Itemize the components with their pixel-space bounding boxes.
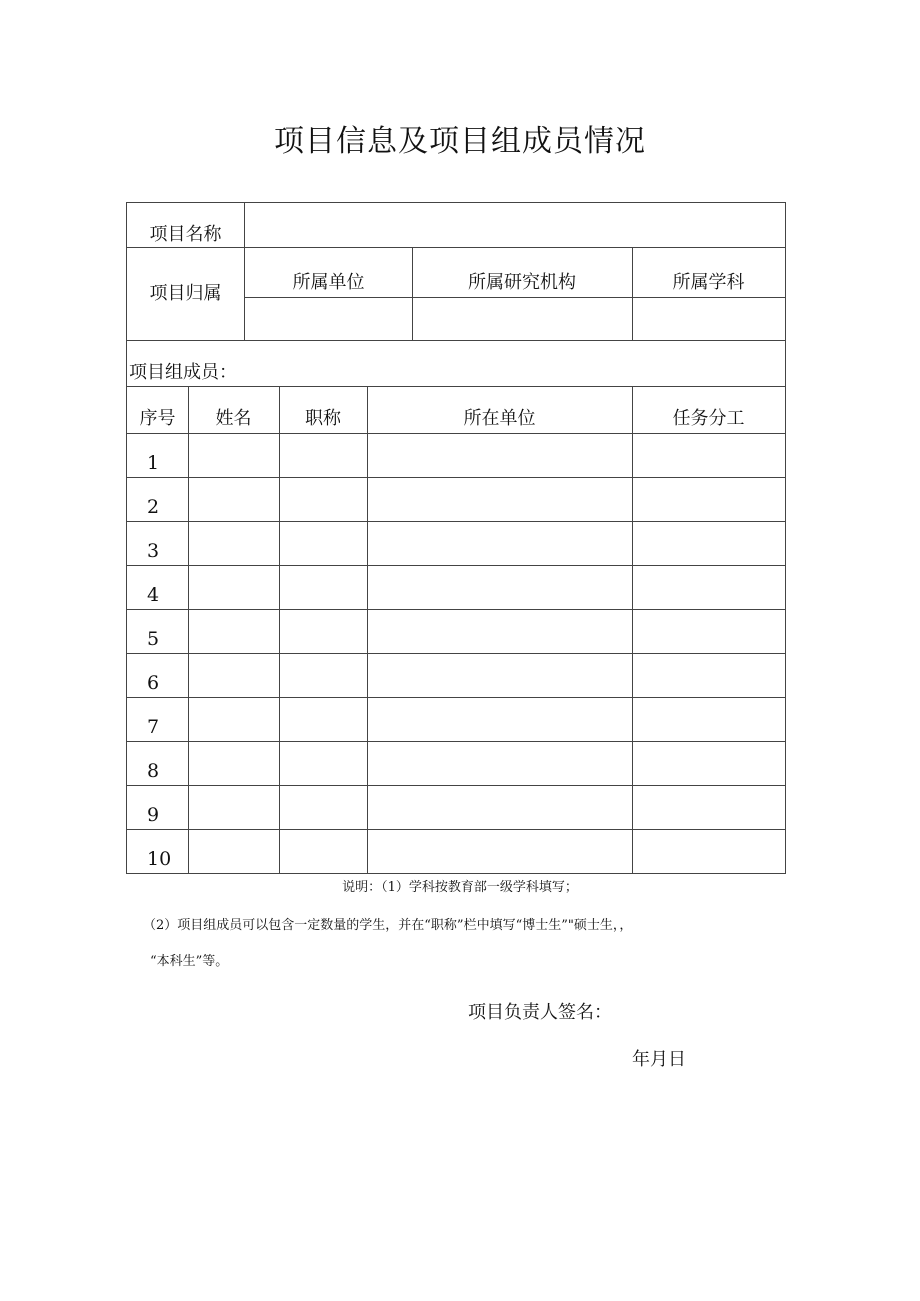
- member-unit-cell: [367, 697, 633, 742]
- member-row-number-cell: [126, 433, 189, 478]
- institute-header-cell: [412, 247, 633, 298]
- member-unit-cell: [367, 653, 633, 698]
- member-name-cell: [188, 521, 280, 566]
- member-row-number: 7: [147, 716, 160, 738]
- member-row-number-cell: [126, 785, 189, 830]
- member-header-seq-cell: [126, 386, 189, 434]
- member-row-number-cell: [126, 697, 189, 742]
- member-row-number: 5: [147, 628, 160, 650]
- discipline-header-cell: [632, 247, 786, 298]
- member-title-cell: [279, 477, 368, 522]
- institute-header: 所属研究机构: [468, 272, 576, 293]
- project-name-label: 项目名称: [149, 224, 222, 245]
- member-name-cell: [188, 609, 280, 654]
- member-unit-cell: [367, 609, 633, 654]
- member-title-cell: [279, 697, 368, 742]
- member-header-name-cell: [188, 386, 280, 434]
- member-task-cell: [632, 565, 786, 610]
- note-line-1: 说明：（1）学科按教育部一级学科填写；: [342, 880, 578, 895]
- affiliation-label: 项目归属: [149, 282, 222, 304]
- member-row-number: 4: [147, 584, 160, 606]
- member-header-name: 姓名: [215, 408, 252, 429]
- member-task-cell: [632, 653, 786, 698]
- member-task-cell: [632, 477, 786, 522]
- member-title-cell: [279, 609, 368, 654]
- member-title-cell: [279, 565, 368, 610]
- member-task-cell: [632, 785, 786, 830]
- member-row-number: 3: [147, 540, 160, 562]
- discipline-header: 所属学科: [672, 272, 745, 293]
- member-unit-cell: [367, 829, 633, 874]
- member-row-number: 2: [147, 496, 160, 518]
- member-row-number: 9: [147, 804, 160, 826]
- unit-header: 所属单位: [292, 272, 365, 293]
- member-row-number-cell: [126, 477, 189, 522]
- member-row-number: 8: [147, 760, 160, 782]
- member-row-number-cell: [126, 609, 189, 654]
- member-row-number-cell: [126, 521, 189, 566]
- member-task-cell: [632, 521, 786, 566]
- member-name-cell: [188, 433, 280, 478]
- member-title-cell: [279, 741, 368, 786]
- member-header-unit: 所在单位: [463, 408, 536, 429]
- member-name-cell: [188, 565, 280, 610]
- member-task-cell: [632, 609, 786, 654]
- member-title-cell: [279, 785, 368, 830]
- member-unit-cell: [367, 477, 633, 522]
- member-task-cell: [632, 433, 786, 478]
- member-name-cell: [188, 653, 280, 698]
- member-name-cell: [188, 697, 280, 742]
- member-task-cell: [632, 829, 786, 874]
- member-title-cell: [279, 653, 368, 698]
- member-name-cell: [188, 829, 280, 874]
- member-title-cell: [279, 521, 368, 566]
- members-section-cell: [126, 340, 786, 387]
- member-task-cell: [632, 697, 786, 742]
- member-unit-cell: [367, 741, 633, 786]
- member-unit-cell: [367, 521, 633, 566]
- member-header-task: 任务分工: [672, 408, 745, 429]
- members-section-label: 项目组成员：: [129, 362, 237, 383]
- member-unit-cell: [367, 785, 633, 830]
- discipline-value-cell: [632, 297, 786, 341]
- member-name-cell: [188, 477, 280, 522]
- institute-value-cell: [412, 297, 633, 341]
- member-row-number: 10: [147, 848, 172, 870]
- member-header-title-cell: [279, 386, 368, 434]
- unit-header-cell: [245, 247, 413, 298]
- member-name-cell: [188, 785, 280, 830]
- member-title-cell: [279, 433, 368, 478]
- member-header-title: 职称: [305, 408, 341, 429]
- signature-date: 年月日: [632, 1049, 686, 1070]
- member-name-cell: [188, 741, 280, 786]
- member-row-number-cell: [126, 653, 189, 698]
- project-name-label-cell: [126, 202, 245, 248]
- member-row-number-cell: [126, 565, 189, 610]
- affiliation-label-cell: [126, 247, 245, 341]
- member-row-number-cell: [126, 829, 189, 874]
- member-unit-cell: [367, 433, 633, 478]
- member-header-unit-cell: [367, 386, 633, 434]
- member-unit-cell: [367, 565, 633, 610]
- member-row-number: 1: [147, 452, 160, 474]
- unit-value-cell: [245, 297, 413, 341]
- signature-label: 项目负责人签名：: [468, 1002, 612, 1023]
- note-line-2: （2）项目组成员可以包含一定数量的学生，并在“职称”栏中填写“博士生”"硕士生，，: [143, 918, 633, 933]
- project-name-value-cell: [245, 202, 786, 248]
- page-title: 项目信息及项目组成员情况: [274, 124, 646, 159]
- member-title-cell: [279, 829, 368, 874]
- member-row-number-cell: [126, 741, 189, 786]
- member-row-number: 6: [147, 672, 160, 694]
- member-header-task-cell: [632, 386, 786, 434]
- member-task-cell: [632, 741, 786, 786]
- note-line-3: “本科生”等。: [150, 954, 229, 969]
- member-header-seq: 序号: [139, 408, 176, 429]
